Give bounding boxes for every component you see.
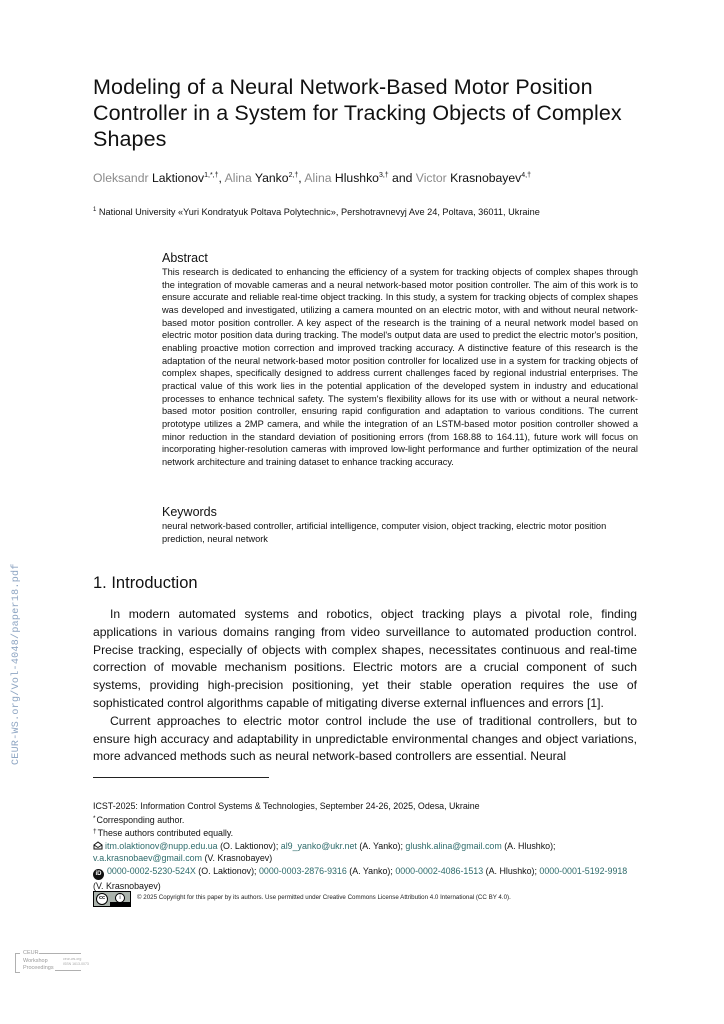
keywords-text: neural network-based controller, artificial intelligence, computer vision, object tracking, electric motor position prediction, neural network [162, 521, 607, 544]
email-owner: (V. Krasnobayev) [201, 853, 273, 864]
paragraph: In modern automated systems and robotics, object tracking plays a pivotal role, finding applications in various domains ranging from video surveillance to automated production control. Precise tracking, especially of objects with complex shapes, necessitates continuous and real-time correction of movable mechanism positions. Electric motors are a crucial component of such systems, providing high-precision positioning, yet their stable operation requires the use of sophisticated control algorithms capable of mitigating diverse external influences and errors [1]. [93, 607, 637, 710]
abstract-section [162, 251, 638, 469]
paragraph: Current approaches to electric motor control include the use of traditional controllers, but to ensure high accuracy and adaptability in unpredictable environmental changes and object variations, more advanced methods such as neural network-based controllers are essential. Neural [93, 713, 637, 764]
email-link[interactable]: glushk.alina@gmail.com [405, 840, 502, 851]
email-link[interactable]: v.a.krasnobaev@gmail.com [93, 853, 202, 864]
author-first-name: Victor [415, 171, 447, 185]
orcid-link[interactable]: 0000-0002-5230-524X [107, 865, 196, 876]
logo-rule [55, 970, 81, 971]
ceur-workshop-logo [15, 950, 95, 974]
author-marks: 2,† [288, 172, 299, 179]
affiliation [93, 207, 540, 217]
author [93, 171, 225, 185]
email-owner: (O. Laktionov); [217, 840, 281, 851]
footnote-divider [93, 777, 269, 778]
introduction-body [93, 606, 637, 766]
author-separator: and [388, 171, 416, 185]
paper-title: Modeling of a Neural Network-Based Motor Position Controller in a System for Tracking Objects of Complex Shapes [93, 75, 622, 151]
email-list [93, 840, 638, 865]
orcid-owner: (O. Laktionov); [195, 865, 259, 876]
abstract-text: This research is dedicated to enhancing the efficiency of a system for tracking objects of complex shapes through the integration of movable cameras and a neural network-based motor position controller. The aim of this work is to ensure accurate and reliable real-time object tracking. In this study, a system for tracking objects of complex shapes was developed and investigated, utilizing a camera mounted on an electric motor, with and without neural network-based motor position controller. A key aspect of the research is the training of a neural network model based on electric motor position data during tracking. The model's output data are used to predict the electric motor's position, enabling proactive motion correction and improved tracking accuracy. A distinctive feature of this research is the adaptation of the neural network-based motor position controller for localized use in a system for tracking objects of complex shapes, specifically designed to address current challenges faced by regional industrial enterprises. The practical value of this work lies in the potential application of the developed system in industry and educational processes to enhance technical safety. The system's flexibility allows for its use with or without a neural network-based motor position controller, ensuring rapid configuration and adaptation to various conditions. The current prototype utilizes a 2MP camera, and while the integration of an LSTM-based motor position controller showed a minor reduction in the standard deviation of positioning errors (from 168.88 to 164.11), future work will focus on incorporating higher-resolution cameras with improved low-light performance and further optimization of the neural network architecture and training dataset to enhance tracking accuracy. [162, 267, 638, 467]
footnotes [93, 800, 638, 893]
author-first-name: Oleksandr [93, 171, 149, 185]
email-link[interactable]: itm.olaktionov@nupp.edu.ua [105, 840, 218, 851]
envelope-icon [93, 841, 103, 850]
logo-issn: ISSN 1613-0073 [63, 962, 89, 966]
creative-commons-icon: cc [96, 893, 108, 905]
ceur-url-watermark[interactable]: CEUR-WS.org/Vol-4048/paper18.pdf [11, 563, 22, 765]
footnote-text: Corresponding author. [96, 814, 185, 825]
author [416, 171, 531, 185]
orcid-list [93, 865, 638, 893]
logo-rule [39, 953, 81, 954]
orcid-link[interactable]: 0000-0001-5192-9918 [539, 865, 628, 876]
abstract-heading: Abstract [162, 251, 208, 265]
license-row [93, 891, 638, 909]
author-separator: , [218, 171, 225, 185]
orcid-owner: (V. Krasnobayev) [93, 880, 161, 891]
author-marks: 1,*,† [204, 172, 219, 179]
orcid-owner: (A. Hlushko); [483, 865, 540, 876]
author-list [93, 171, 531, 185]
author-last-name: Yanko [254, 171, 289, 185]
orcid-owner: (A. Yanko); [346, 865, 396, 876]
email-owner: (A. Yanko); [356, 840, 406, 851]
attribution-icon: i [115, 893, 125, 903]
author-first-name: Alina [304, 171, 332, 185]
author-marks: 4,† [521, 172, 531, 179]
author-last-name: Hlushko [334, 171, 379, 185]
logo-site: ceur-ws.org [63, 957, 82, 961]
author [225, 171, 305, 185]
author-last-name: Laktionov [151, 171, 205, 185]
author-first-name: Alina [224, 171, 252, 185]
author [304, 171, 415, 185]
by-strip [110, 902, 130, 906]
affiliation-mark: 1 [93, 207, 97, 213]
keywords-heading: Keywords [162, 505, 217, 519]
corresponding-note [93, 813, 638, 827]
logo-line-workshop: Workshop [23, 958, 48, 964]
author-last-name: Krasnobayev [450, 171, 522, 185]
introduction-heading: 1. Introduction [93, 574, 198, 592]
footnote-text: These authors contributed equally. [97, 828, 234, 839]
logo-bracket [15, 953, 20, 973]
footnote-mark: † [93, 828, 97, 836]
logo-line-ceur: CEUR [23, 950, 39, 956]
conference-note: ICST-2025: Information Control Systems & Technologies, September 24-26, 2025, Odesa, Ukraine [93, 801, 480, 811]
keywords-section [162, 505, 638, 546]
orcid-link[interactable]: 0000-0002-4086-1513 [395, 865, 484, 876]
orcid-icon: iD [93, 869, 104, 880]
equal-contribution-note [93, 826, 638, 840]
author-marks: 3,† [378, 172, 389, 179]
orcid-link[interactable]: 0000-0003-2876-9316 [258, 865, 347, 876]
logo-line-proceedings: Proceedings [23, 965, 54, 971]
cc-by-badge[interactable] [93, 891, 131, 907]
email-link[interactable]: al9_yanko@ukr.net [280, 840, 357, 851]
author-separator: , [298, 171, 305, 185]
affiliation-text: National University «Yuri Kondratyuk Poltava Polytechnic», Pershotravnevyj Ave 24, Poltava, 36011, Ukraine [98, 207, 540, 217]
email-owner: (A. Hlushko); [501, 840, 556, 851]
license-text: © 2025 Copyright for this paper by its authors. Use permitted under Creative Commons License Attribution 4.0 International (CC BY 4.0). [137, 894, 511, 901]
footnote-mark: * [93, 814, 96, 822]
